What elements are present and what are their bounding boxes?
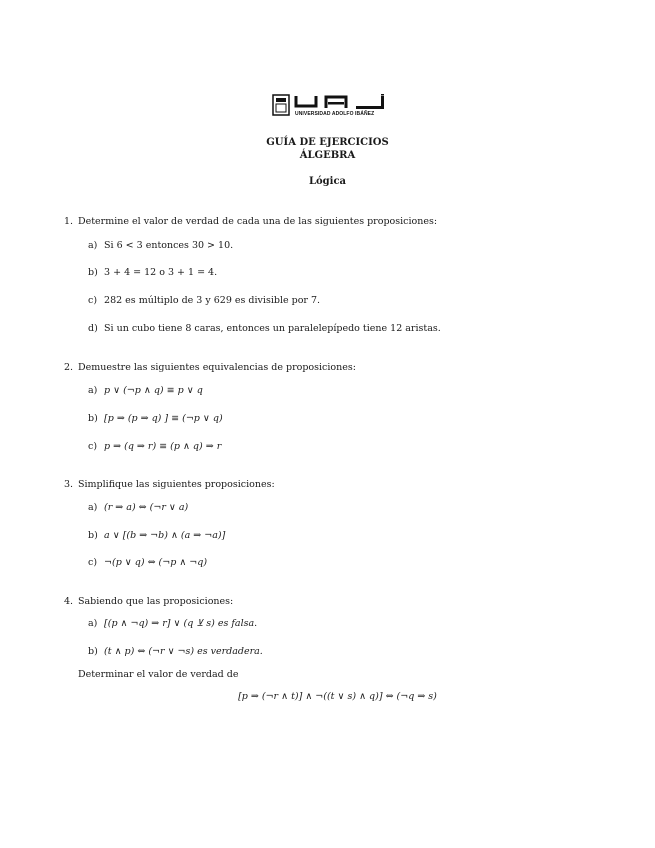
list-item bbox=[88, 557, 207, 569]
institution-name: UNIVERSIDAD ADOLFO IBÁÑEZ bbox=[295, 111, 375, 117]
item-label: b) bbox=[88, 646, 98, 657]
item-text: 3 + 4 = 12 o 3 + 1 = 4. bbox=[104, 267, 218, 278]
item-formula: ¬(p ∨ q) ⇔ (¬p ∧ ¬q) bbox=[104, 557, 208, 568]
subject-title: ÁLGEBRA bbox=[299, 150, 356, 161]
item-formula: [p ⇒ (p ⇒ q) ] ≡ (¬p ∨ q) bbox=[104, 413, 223, 424]
target-formula: [p ⇒ (¬r ∧ t)] ∧ ¬((t ∨ s) ∧ q)] ⇔ (¬q ⇒ s) bbox=[238, 691, 437, 702]
list-item bbox=[88, 646, 263, 658]
item-label: b) bbox=[88, 413, 98, 424]
exercise-number: 4. bbox=[64, 596, 74, 607]
exercise-prompt: Demuestre las siguientes equivalencias de proposiciones: bbox=[78, 362, 356, 373]
exercise-prompt: Determine el valor de verdad de cada una de las siguientes proposiciones: bbox=[78, 216, 438, 227]
item-label: c) bbox=[88, 557, 98, 568]
list-item bbox=[88, 502, 188, 514]
list-item bbox=[88, 618, 257, 630]
exercise-prompt: Simplifique las siguientes proposiciones: bbox=[78, 479, 275, 490]
topic-subtitle: Lógica bbox=[308, 176, 347, 187]
list-item bbox=[88, 413, 223, 425]
item-formula: p ⇒ (q ⇒ r) ≡ (p ∧ q) ⇒ r bbox=[104, 441, 222, 452]
exercise-number: 3. bbox=[64, 479, 74, 490]
item-label: a) bbox=[88, 618, 98, 629]
list-item bbox=[88, 267, 217, 279]
item-label: c) bbox=[88, 295, 98, 306]
item-text: 282 es múltiplo de 3 y 629 es divisible por 7. bbox=[104, 295, 321, 306]
item-formula: [(p ∧ ¬q) ⇒ r] ∨ (q ⊻ s) es falsa. bbox=[104, 618, 258, 629]
item-label: a) bbox=[88, 385, 98, 396]
followup-text: Determinar el valor de verdad de bbox=[78, 669, 239, 680]
item-formula: (t ∧ p) ⇔ (¬r ∨ ¬s) es verdadera. bbox=[104, 646, 263, 657]
item-label: a) bbox=[88, 502, 98, 513]
exercise-number: 1. bbox=[64, 216, 74, 227]
list-item bbox=[88, 385, 203, 397]
university-logo bbox=[272, 94, 390, 120]
list-item bbox=[88, 323, 441, 335]
item-label: b) bbox=[88, 530, 98, 541]
document-title: GUÍA DE EJERCICIOS bbox=[266, 137, 389, 148]
item-label: d) bbox=[88, 323, 98, 334]
item-formula: a ∨ [(b ⇒ ¬b) ∧ (a ⇒ ¬a)] bbox=[104, 530, 226, 541]
list-item bbox=[88, 240, 233, 252]
item-formula: p ∨ (¬p ∧ q) ≡ p ∨ q bbox=[104, 385, 203, 396]
item-label: a) bbox=[88, 240, 98, 251]
item-text: Si un cubo tiene 8 caras, entonces un paralelepípedo tiene 12 aristas. bbox=[104, 323, 441, 334]
list-item bbox=[88, 441, 221, 453]
item-text: Si 6 < 3 entonces 30 > 10. bbox=[104, 240, 234, 251]
list-item bbox=[88, 295, 320, 307]
item-label: b) bbox=[88, 267, 98, 278]
item-label: c) bbox=[88, 441, 98, 452]
item-formula: (r ⇒ a) ⇔ (¬r ∨ a) bbox=[104, 502, 189, 513]
exercise-number: 2. bbox=[64, 362, 74, 373]
list-item bbox=[88, 530, 225, 542]
exercise-prompt: Sabiendo que las proposiciones: bbox=[78, 596, 234, 607]
